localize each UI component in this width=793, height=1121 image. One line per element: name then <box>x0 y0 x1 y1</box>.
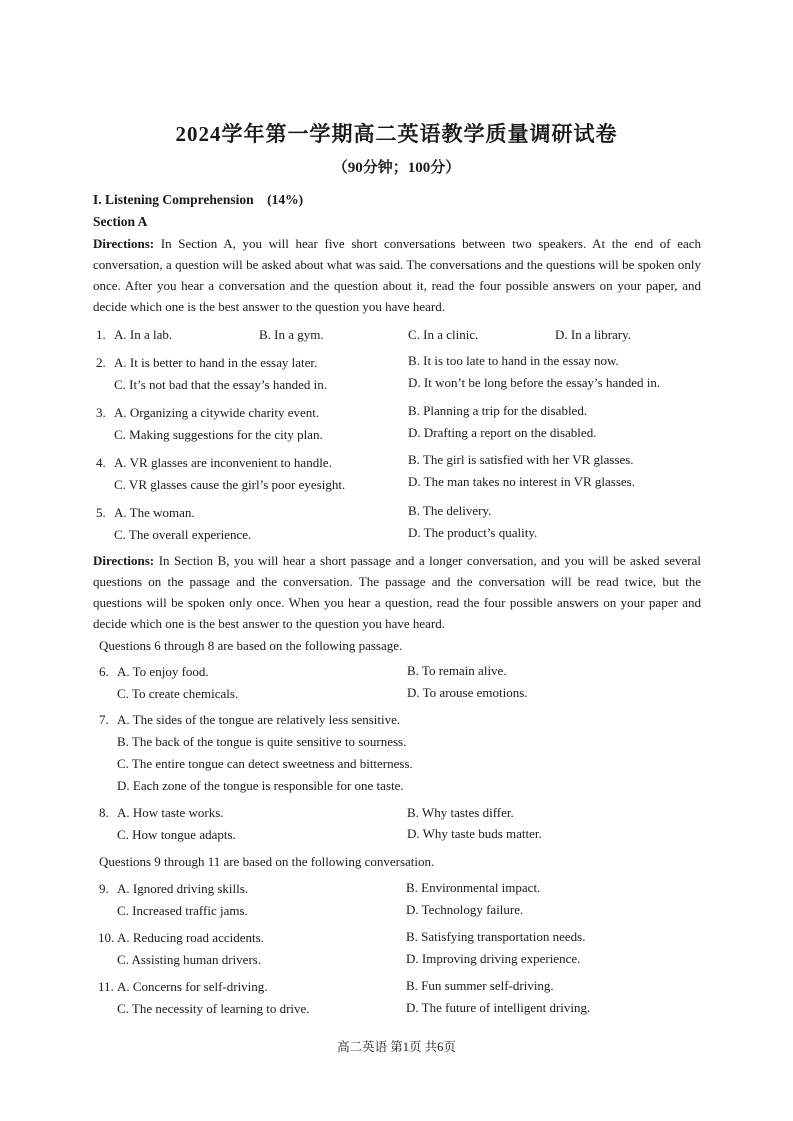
question-number: 9. <box>99 881 109 896</box>
option-d: D. It won’t be long before the essay’s handed in. <box>408 375 661 390</box>
option-b: B. To remain alive. <box>407 663 507 678</box>
option-b: B. Satisfying transportation needs. <box>406 929 586 944</box>
section-a-heading: Section A <box>93 214 148 229</box>
questions-9-11-intro: Questions 9 through 11 are based on the following conversation. <box>99 854 435 869</box>
directions-label: Directions: <box>93 236 155 251</box>
question-number: 7. <box>99 712 109 727</box>
option-b: B. It is too late to hand in the essay now. <box>408 353 619 368</box>
option-c: C. Assisting human drivers. <box>117 952 262 967</box>
option-c: C. Making suggestions for the city plan. <box>114 427 323 442</box>
option-a: A. The woman. <box>114 505 195 520</box>
option-d: D. Drafting a report on the disabled. <box>408 425 597 440</box>
question-number: 5. <box>96 505 106 520</box>
option-c: C. VR glasses cause the girl’s poor eyesight. <box>114 477 346 492</box>
question-number: 6. <box>99 664 109 679</box>
option-d: D. The product’s quality. <box>408 525 538 540</box>
option-c: C. To create chemicals. <box>117 686 239 701</box>
option-a: A. To enjoy food. <box>117 664 209 679</box>
option-d: D. In a library. <box>555 327 632 342</box>
question-number: 8. <box>99 805 109 820</box>
option-c: C. How tongue adapts. <box>117 827 236 842</box>
option-b: B. The delivery. <box>408 503 492 518</box>
question-number: 3. <box>96 405 106 420</box>
option-b: B. In a gym. <box>259 327 324 342</box>
question-number: 4. <box>96 455 106 470</box>
question-number: 10. <box>98 930 115 945</box>
option-b: B. The girl is satisfied with her VR glasses. <box>408 452 634 467</box>
question-number: 1. <box>96 327 106 342</box>
option-b: B. The back of the tongue is quite sensitive to sourness. <box>117 734 407 749</box>
option-b: B. Fun summer self-driving. <box>406 978 554 993</box>
part-title: I. Listening Comprehension <box>93 192 254 207</box>
option-c: C. The necessity of learning to drive. <box>117 1001 310 1016</box>
option-c: C. It’s not bad that the essay’s handed in. <box>114 377 328 392</box>
section-a-directions <box>93 233 701 317</box>
option-a: A. Concerns for self-driving. <box>117 979 268 994</box>
directions-text: In Section A, you will hear five short conversations between two speakers. At the end of each conversation, a question will be asked about what was said. The conversations and the questions will be spoken only once. After you hear a conversation and the question about it, read the four possible answers on your paper, and decide which one is the best answer to the question you have heard. <box>93 236 702 314</box>
option-a: A. It is better to hand in the essay later. <box>114 355 318 370</box>
questions-6-8-intro: Questions 6 through 8 are based on the following passage. <box>99 638 403 653</box>
option-a: A. The sides of the tongue are relatively less sensitive. <box>117 712 401 727</box>
option-b: B. Why tastes differ. <box>407 805 514 820</box>
question-number: 11. <box>98 979 114 994</box>
exam-title: 2024学年第一学期高二英语教学质量调研试卷 <box>175 122 618 146</box>
option-d: D. Technology failure. <box>406 902 524 917</box>
directions-label: Directions: <box>93 553 155 568</box>
option-a: A. Organizing a citywide charity event. <box>114 405 320 420</box>
option-d: D. Improving driving experience. <box>406 951 581 966</box>
option-d: D. The man takes no interest in VR glasses. <box>408 474 635 489</box>
option-c: C. The entire tongue can detect sweetness and bitterness. <box>117 756 413 771</box>
option-b: B. Planning a trip for the disabled. <box>408 403 588 418</box>
option-c: C. Increased traffic jams. <box>117 903 248 918</box>
directions-text: In Section B, you will hear a short passage and a longer conversation, and you will be asked several questions on the passage and the conversation. The passage and the conversation will be read twice, but the questions will be spoken only once. When you hear a question, read the four possible answers on your paper and decide which one is the best answer to the question you have heard. <box>93 553 701 631</box>
option-a: A. VR glasses are inconvenient to handle. <box>114 455 332 470</box>
option-d: D. To arouse emotions. <box>407 685 528 700</box>
exam-subtitle: （90分钟；100分） <box>332 160 461 176</box>
option-b: B. Environmental impact. <box>406 880 541 895</box>
option-d: D. Each zone of the tongue is responsible for one taste. <box>117 778 404 793</box>
part-score: (14%) <box>267 192 304 207</box>
question-number: 2. <box>96 355 106 370</box>
section-b-directions <box>93 550 701 634</box>
option-c: C. In a clinic. <box>408 327 479 342</box>
option-c: C. The overall experience. <box>114 527 252 542</box>
option-a: A. In a lab. <box>114 327 173 342</box>
part-heading <box>93 192 303 208</box>
option-d: D. Why taste buds matter. <box>407 826 542 841</box>
option-a: A. Ignored driving skills. <box>117 881 249 896</box>
option-a: A. How taste works. <box>117 805 224 820</box>
option-d: D. The future of intelligent driving. <box>406 1000 591 1015</box>
option-a: A. Reducing road accidents. <box>117 930 264 945</box>
page-footer: 高二英语 第1页 共6页 <box>337 1040 456 1054</box>
